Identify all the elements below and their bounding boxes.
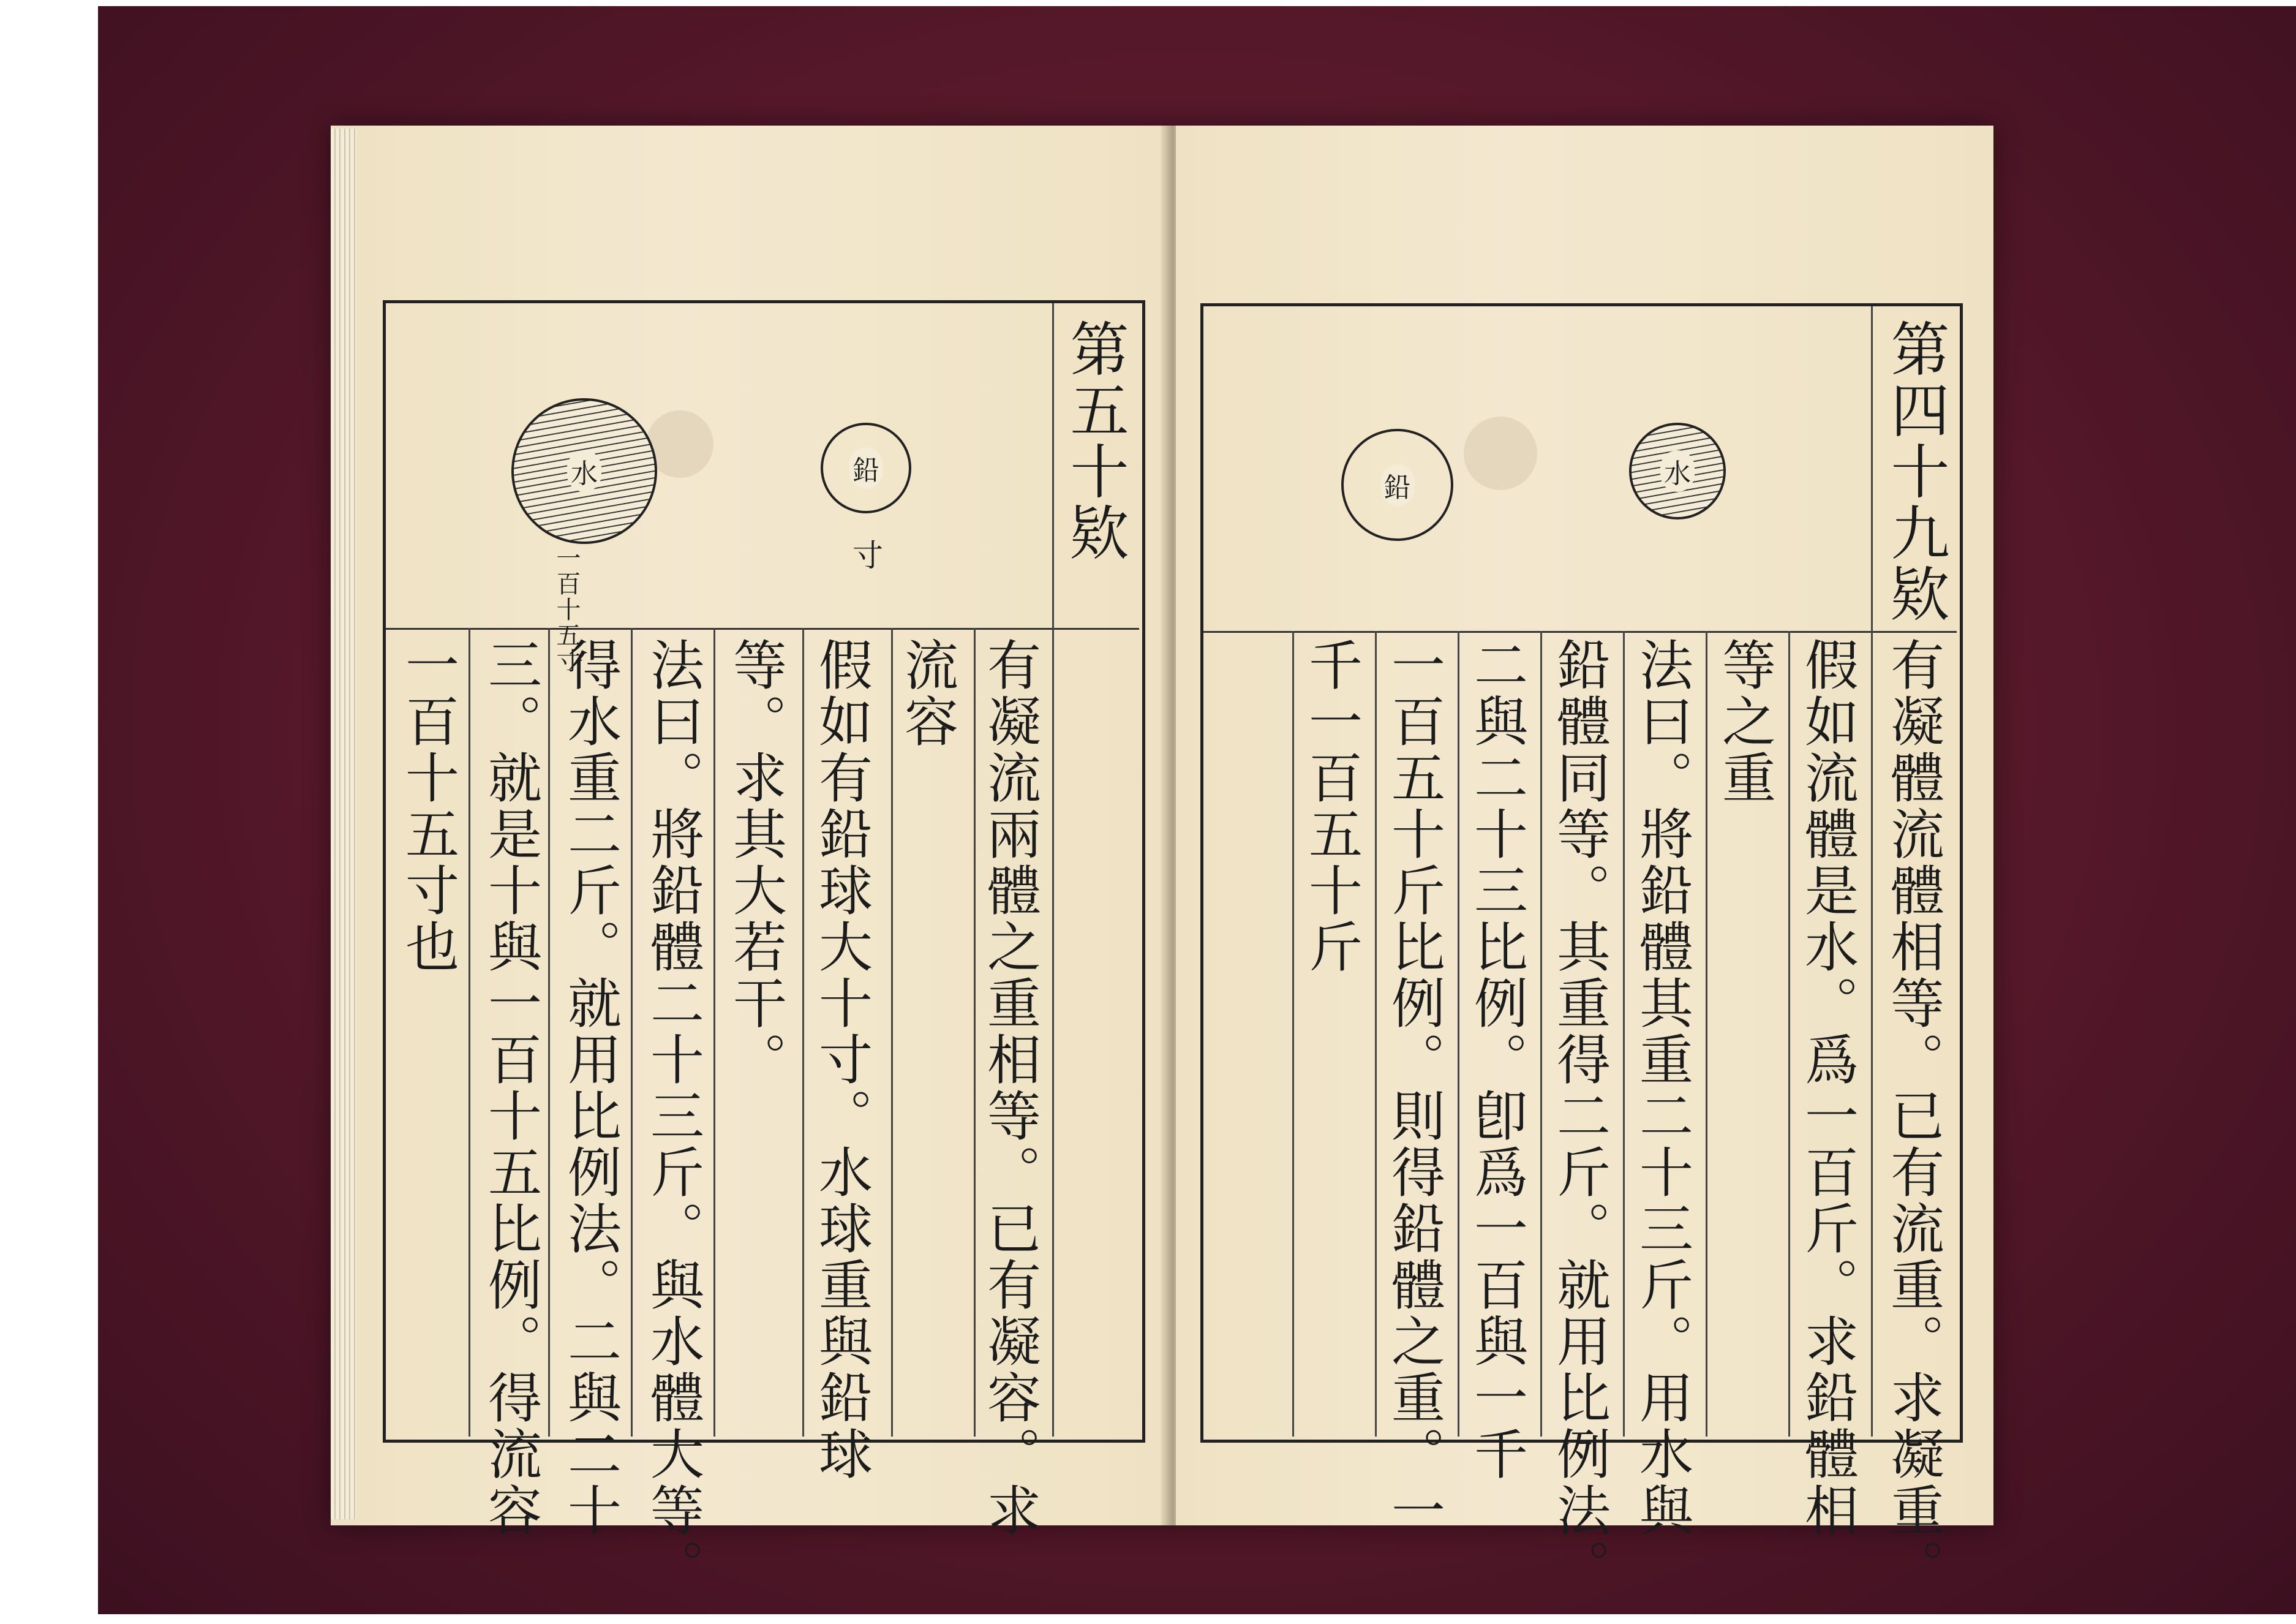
left-column-rule bbox=[802, 628, 804, 1437]
left-text-column: 流容 bbox=[896, 637, 959, 750]
right-column-rule bbox=[1540, 631, 1542, 1437]
left-text-column: 法曰。將鉛體二十三斤。與水體大等。 bbox=[642, 637, 705, 1595]
lead-sphere-label: 鉛 bbox=[849, 447, 883, 489]
lead-sphere-label: 鉛 bbox=[1380, 464, 1415, 506]
right-column-rule bbox=[1706, 631, 1707, 1437]
right-text-column: 有凝體流體相等。已有流重。求凝重。 bbox=[1882, 637, 1945, 1595]
left-column-rule bbox=[548, 628, 550, 1437]
lead-sphere-diagram bbox=[1341, 429, 1453, 541]
lead-sphere-diagram bbox=[821, 423, 911, 513]
right-text-column: 一百五十斤比例。則得鉛體之重。一 bbox=[1383, 637, 1446, 1539]
right-text-column: 法曰。將鉛體其重二十三斤。用水與 bbox=[1631, 637, 1694, 1539]
left-title-rule bbox=[1052, 303, 1054, 1437]
left-column-rule bbox=[631, 628, 633, 1437]
lead-sphere-size: 寸 bbox=[848, 539, 883, 571]
water-sphere-label: 水 bbox=[1660, 450, 1695, 492]
bleed-through-mark bbox=[1464, 417, 1537, 490]
right-text-column: 假如流體是水。爲一百斤。求鉛體相 bbox=[1796, 637, 1859, 1539]
left-text-column: 等。求其大若干。 bbox=[725, 637, 788, 1088]
right-title-rule bbox=[1871, 306, 1873, 1437]
right-column-rule bbox=[1458, 631, 1459, 1437]
water-sphere-label: 水 bbox=[567, 450, 601, 492]
right-text-column: 千一百五十斤 bbox=[1300, 637, 1363, 975]
left-text-column: 得水重二斤。就用比例法。二與二十 bbox=[559, 637, 622, 1539]
left-text-column: 有凝流兩體之重相等。已有凝容。求 bbox=[979, 637, 1042, 1539]
left-section-title: 第五十欵 bbox=[1061, 319, 1129, 564]
right-section-title: 第四十九欵 bbox=[1881, 319, 1950, 625]
left-column-rule bbox=[891, 628, 893, 1437]
left-text-column: 假如有鉛球大十寸。水球重與鉛球 bbox=[810, 637, 873, 1482]
left-column-rule bbox=[713, 628, 715, 1437]
right-column-rule bbox=[1375, 631, 1377, 1437]
left-column-rule bbox=[974, 628, 976, 1437]
right-column-rule bbox=[1292, 631, 1294, 1437]
right-column-rule bbox=[1623, 631, 1625, 1437]
left-column-rule bbox=[469, 628, 470, 1437]
right-text-column: 二與二十三比例。卽爲一百與一千 bbox=[1466, 637, 1529, 1482]
left-header-rule bbox=[386, 628, 1139, 630]
water-sphere-diagram bbox=[511, 398, 657, 544]
right-text-column: 等之重 bbox=[1714, 637, 1777, 806]
left-text-column: 一百十五寸也 bbox=[397, 637, 460, 975]
right-header-rule bbox=[1203, 631, 1957, 633]
right-column-rule bbox=[1788, 631, 1790, 1437]
water-sphere-size: 一百十五寸 bbox=[552, 545, 581, 674]
left-text-column: 三。就是十與一百十五比例。得流容 bbox=[480, 637, 543, 1539]
right-text-column: 鉛體同等。其重得二斤。就用比例法。 bbox=[1548, 637, 1611, 1595]
page-edges bbox=[331, 129, 356, 1519]
water-sphere-diagram bbox=[1629, 423, 1726, 519]
